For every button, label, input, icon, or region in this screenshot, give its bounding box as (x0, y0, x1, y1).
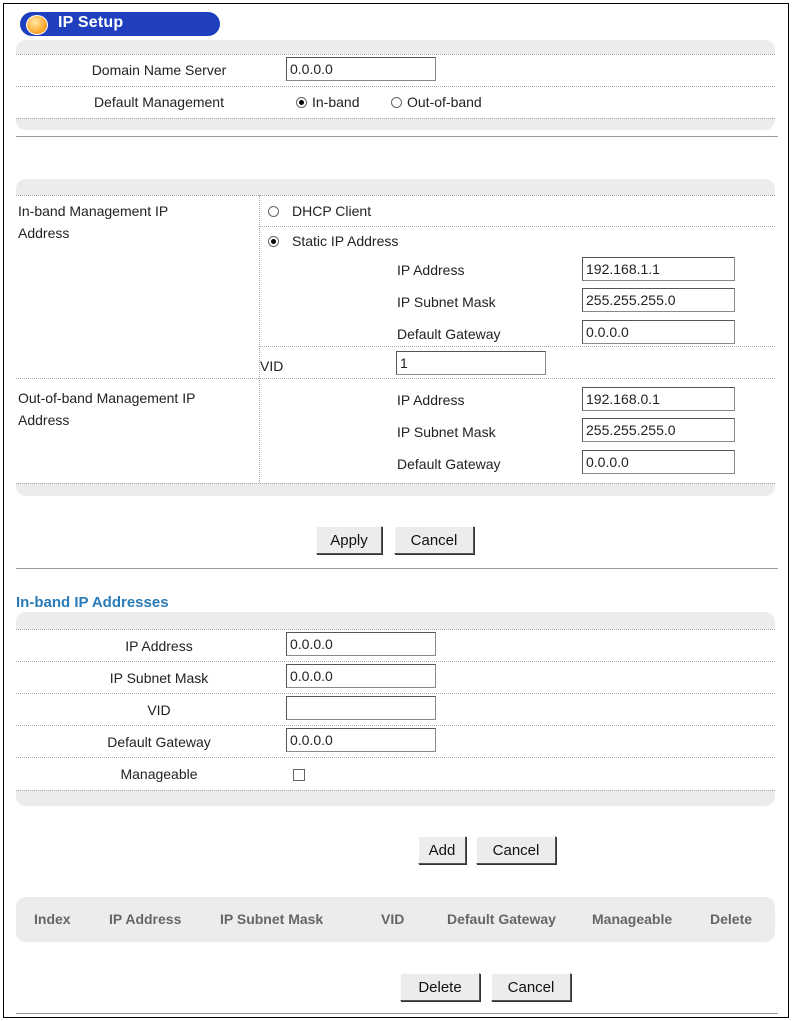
outofband-radio-label: Out-of-band (407, 94, 482, 110)
outband-mgmt-label-line2: Address (18, 412, 70, 428)
dhcp-client-radio[interactable] (268, 206, 279, 217)
page-title: IP Setup (58, 14, 124, 31)
static-ip-radio[interactable] (268, 236, 279, 247)
default-management-label: Default Management (94, 94, 224, 110)
apply-button[interactable]: Apply (316, 526, 382, 554)
dhcp-client-label: DHCP Client (292, 203, 372, 219)
inband-mask-label: IP Subnet Mask (397, 294, 496, 310)
inband-mgmt-label: In-band Management IP (18, 203, 169, 219)
col-gateway-header: Default Gateway (447, 911, 556, 927)
delete-button[interactable]: Delete (400, 973, 480, 1001)
outofband-radio[interactable] (391, 97, 402, 108)
outband-mask-input[interactable] (582, 418, 735, 442)
col-ip-header: IP Address (109, 911, 182, 927)
addr-vid-label: VID (147, 702, 171, 718)
col-index-header: Index (34, 911, 71, 927)
inband-ip-label: IP Address (397, 262, 465, 278)
addr-vid-input[interactable] (286, 696, 436, 720)
static-ip-label: Static IP Address (292, 233, 399, 249)
inband-gateway-label: Default Gateway (397, 326, 501, 342)
dns-label: Domain Name Server (91, 62, 227, 78)
addr-mask-input[interactable] (286, 664, 436, 688)
outband-ip-input[interactable] (582, 387, 735, 411)
addr-ip-label: IP Address (125, 638, 193, 654)
col-mask-header: IP Subnet Mask (220, 911, 324, 927)
col-delete-header: Delete (710, 911, 753, 927)
addr-gateway-label: Default Gateway (107, 734, 211, 750)
dns-input[interactable] (286, 57, 436, 81)
inband-radio[interactable] (296, 97, 307, 108)
delete-cancel-button[interactable]: Cancel (491, 973, 571, 1001)
col-manageable-header: Manageable (592, 911, 673, 927)
outband-ip-label: IP Address (397, 392, 465, 408)
inband-radio-label: In-band (312, 94, 360, 110)
outband-mgmt-label: Out-of-band Management IP (18, 390, 196, 406)
addr-mask-label: IP Subnet Mask (109, 670, 209, 686)
addr-ip-input[interactable] (286, 632, 436, 656)
inband-mask-input[interactable] (582, 288, 735, 312)
outband-gateway-label: Default Gateway (397, 456, 501, 472)
outband-gateway-input[interactable] (582, 450, 735, 474)
manageable-checkbox[interactable] (293, 769, 305, 781)
vid-input[interactable] (396, 351, 546, 375)
inband-addresses-title: In-band IP Addresses (16, 594, 169, 611)
cancel-button[interactable]: Cancel (394, 526, 474, 554)
outband-mask-label: IP Subnet Mask (397, 424, 496, 440)
inband-gateway-input[interactable] (582, 320, 735, 344)
page-frame (3, 3, 789, 1018)
vid-label: VID (260, 358, 284, 374)
inband-ip-input[interactable] (582, 257, 735, 281)
addr-gateway-input[interactable] (286, 728, 436, 752)
inband-mgmt-label-line2: Address (18, 225, 70, 241)
add-button[interactable]: Add (418, 836, 466, 864)
add-cancel-button[interactable]: Cancel (476, 836, 556, 864)
title-pill (20, 12, 220, 36)
addr-manageable-label: Manageable (120, 766, 198, 782)
col-vid-header: VID (381, 911, 405, 927)
orange-bullet-icon (26, 15, 48, 35)
